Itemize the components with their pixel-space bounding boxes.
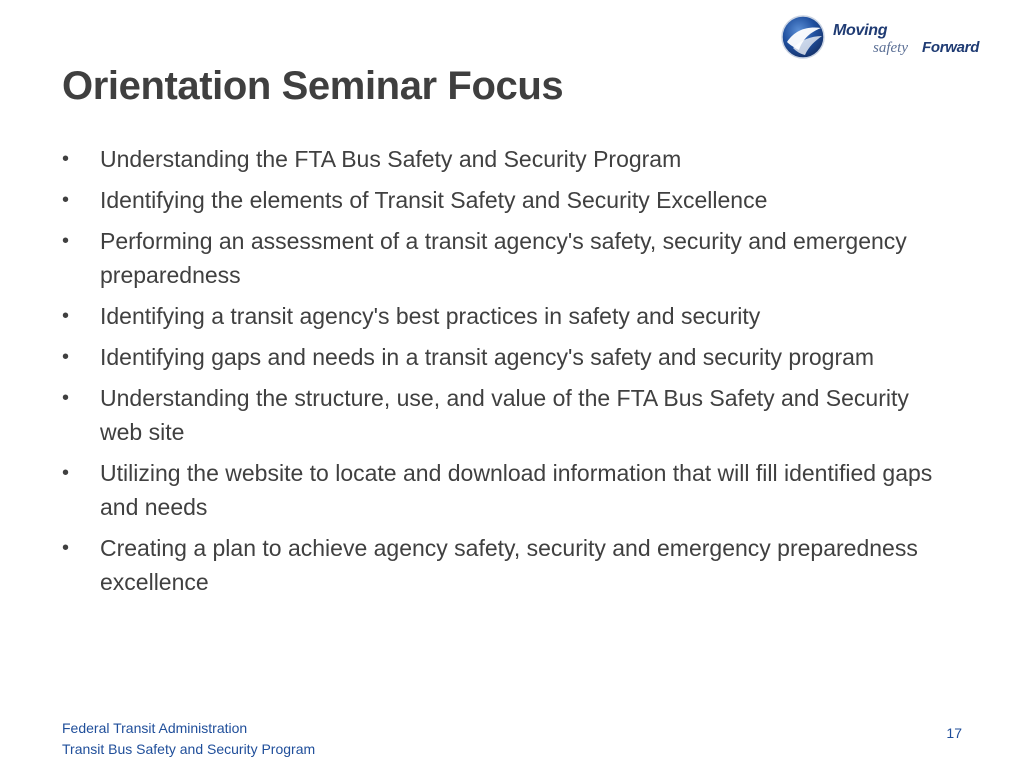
bullet-text: Identifying a transit agency's best practices in safety and security [100, 303, 761, 329]
slide-title: Orientation Seminar Focus [62, 64, 564, 108]
bullet-text: Identifying the elements of Transit Safety and Security Excellence [100, 187, 768, 213]
bullet-item [62, 224, 942, 292]
bullet-item [62, 183, 942, 217]
bullet-dot-icon: • [62, 230, 70, 252]
bullet-dot-icon: • [62, 305, 70, 327]
logo-text-forward: Forward [922, 39, 980, 56]
bullet-item [62, 381, 942, 449]
logo-text-moving: Moving [833, 22, 888, 39]
bullet-text: Performing an assessment of a transit agency's safety, security and emergency preparedness [100, 228, 907, 288]
bullet-dot-icon: • [62, 148, 70, 170]
footer-org [62, 718, 315, 760]
bullet-item [62, 531, 942, 599]
bullet-item [62, 340, 942, 374]
bullet-text: Understanding the structure, use, and value of the FTA Bus Safety and Security web site [100, 385, 909, 445]
bullet-text: Utilizing the website to locate and download information that will fill identified gaps and needs [100, 460, 933, 520]
dot-logo [781, 14, 1001, 64]
bullet-list [62, 142, 942, 606]
bullet-item [62, 142, 942, 176]
bullet-item [62, 299, 942, 333]
footer-program-name: Transit Bus Safety and Security Program [62, 741, 316, 757]
bullet-item [62, 456, 942, 524]
bullet-dot-icon: • [62, 189, 70, 211]
page-number: 17 [946, 725, 962, 741]
logo-text-safety: safety [873, 40, 908, 56]
dot-globe-icon [781, 14, 827, 60]
bullet-dot-icon: • [62, 387, 70, 409]
bullet-dot-icon: • [62, 346, 70, 368]
bullet-text: Creating a plan to achieve agency safety, security and emergency preparedness excellence [100, 535, 918, 595]
bullet-text: Identifying gaps and needs in a transit agency's safety and security program [100, 344, 875, 370]
footer-agency-name: Federal Transit Administration [62, 720, 248, 736]
bullet-dot-icon: • [62, 462, 70, 484]
bullet-dot-icon: • [62, 537, 70, 559]
bullet-text: Understanding the FTA Bus Safety and Security Program [100, 146, 682, 172]
